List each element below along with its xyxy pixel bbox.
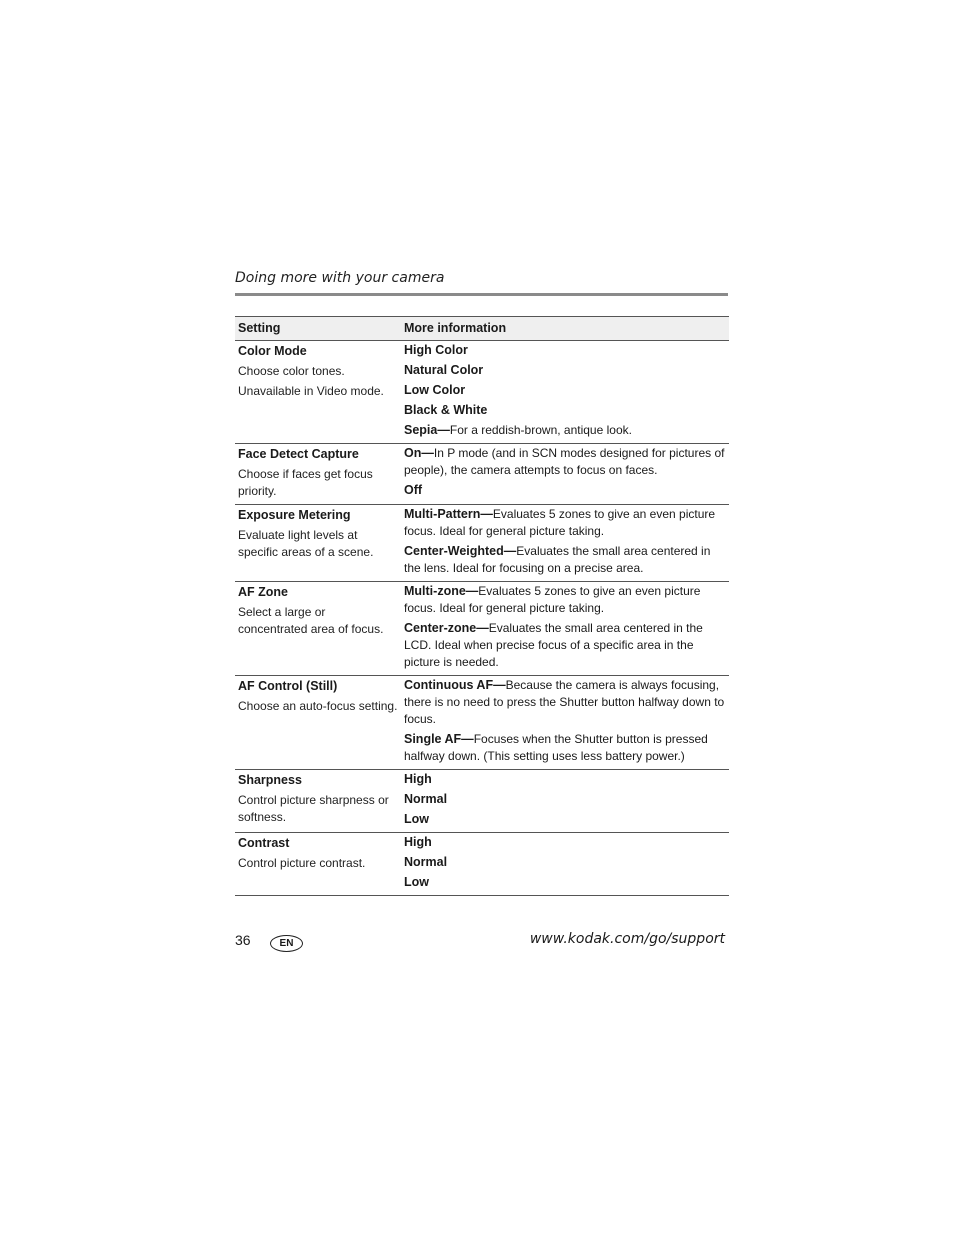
option-label: High Color [404,343,468,357]
option-label: High [404,835,432,849]
option-label: Low [404,875,429,889]
option-entry [404,677,726,728]
table-row [235,833,729,896]
option-label: Center-zone— [404,621,489,635]
more-information-cell [401,770,729,833]
option-label: Black & White [404,403,488,417]
option-entry [404,791,726,808]
option-label: Single AF— [404,732,474,746]
more-information-cell [401,676,729,770]
setting-description: Control picture sharpness or softness. [238,793,389,824]
option-entry [404,731,726,765]
option-label: Natural Color [404,363,484,377]
table-row [235,770,729,833]
option-label: On— [404,446,434,460]
option-label: Center-Weighted— [404,544,517,558]
option-text: Evaluates the small area centered in the lens. Ideal for focusing on a precise area. [404,544,711,575]
column-header-more-information: More information [401,317,729,341]
option-text: Evaluates 5 zones to give an even picture focus. Ideal for general picture taking. [404,584,701,615]
header-divider [235,293,728,296]
setting-name: Contrast [238,836,290,850]
table-row [235,505,729,582]
table-body [235,341,729,896]
setting-name: Exposure Metering [238,508,351,522]
option-text: Evaluates the small area centered in the LCD. Ideal when precise focus of a specific area in the picture is needed. [404,621,703,669]
option-entry [404,342,726,359]
option-entry [404,874,726,891]
setting-cell [235,341,401,444]
option-text: Focuses when the Shutter button is pressed halfway down. (This setting uses less battery power.) [404,732,708,763]
option-label: Normal [404,855,448,869]
option-label: Multi-zone— [404,584,479,598]
option-entry [404,811,726,828]
more-information-cell [401,582,729,676]
option-label: Low Color [404,383,466,397]
setting-description: Evaluate light levels at specific areas of a scene. [238,528,374,559]
option-entry [404,445,726,479]
setting-cell [235,444,401,505]
table-header-row [235,317,729,341]
option-entry [404,402,726,419]
column-header-setting: Setting [235,317,401,341]
setting-description: Unavailable in Video mode. [238,384,384,398]
option-label: Multi-Pattern— [404,507,493,521]
support-url: www.kodak.com/go/support [529,931,725,947]
option-text: In P mode (and in SCN modes designed for pictures of people), the camera attempts to focus on faces. [404,446,725,477]
option-entry [404,422,726,439]
table-row [235,582,729,676]
setting-name: Color Mode [238,344,307,358]
setting-name: Sharpness [238,773,302,787]
option-entry [404,482,726,499]
more-information-cell [401,505,729,582]
setting-cell [235,770,401,833]
option-label: Continuous AF— [404,678,506,692]
option-text: For a reddish-brown, antique look. [449,423,632,437]
setting-cell [235,505,401,582]
option-label: High [404,772,432,786]
setting-cell [235,582,401,676]
setting-description: Choose color tones. [238,364,345,378]
setting-cell [235,676,401,770]
setting-description: Select a large or concentrated area of focus. [238,605,384,636]
table-row [235,444,729,505]
setting-description: Control picture contrast. [238,856,366,870]
setting-description: Choose an auto-focus setting. [238,699,398,713]
table-row [235,676,729,770]
option-label: Off [404,483,423,497]
option-entry [404,834,726,851]
setting-description: Choose if faces get focus priority. [238,467,373,498]
option-label: Normal [404,792,448,806]
settings-table [235,316,729,896]
setting-name: AF Control (Still) [238,679,338,693]
language-badge: EN [270,935,303,952]
option-entry [404,854,726,871]
setting-cell [235,833,401,896]
option-entry [404,382,726,399]
setting-name: Face Detect Capture [238,447,359,461]
option-label: Low [404,812,429,826]
option-entry [404,771,726,788]
page-header-title: Doing more with your camera [235,270,445,286]
option-entry [404,543,726,577]
option-entry [404,620,726,671]
more-information-cell [401,444,729,505]
table-row [235,341,729,444]
option-label: Sepia— [404,423,450,437]
more-information-cell [401,341,729,444]
option-text: Evaluates 5 zones to give an even picture focus. Ideal for general picture taking. [404,507,716,538]
more-information-cell [401,833,729,896]
page-number: 36 [235,932,251,948]
option-text: Because the camera is always focusing, there is no need to press the Shutter button halfway down to focus. [404,678,725,726]
setting-name: AF Zone [238,585,288,599]
option-entry [404,506,726,540]
option-entry [404,583,726,617]
option-entry [404,362,726,379]
